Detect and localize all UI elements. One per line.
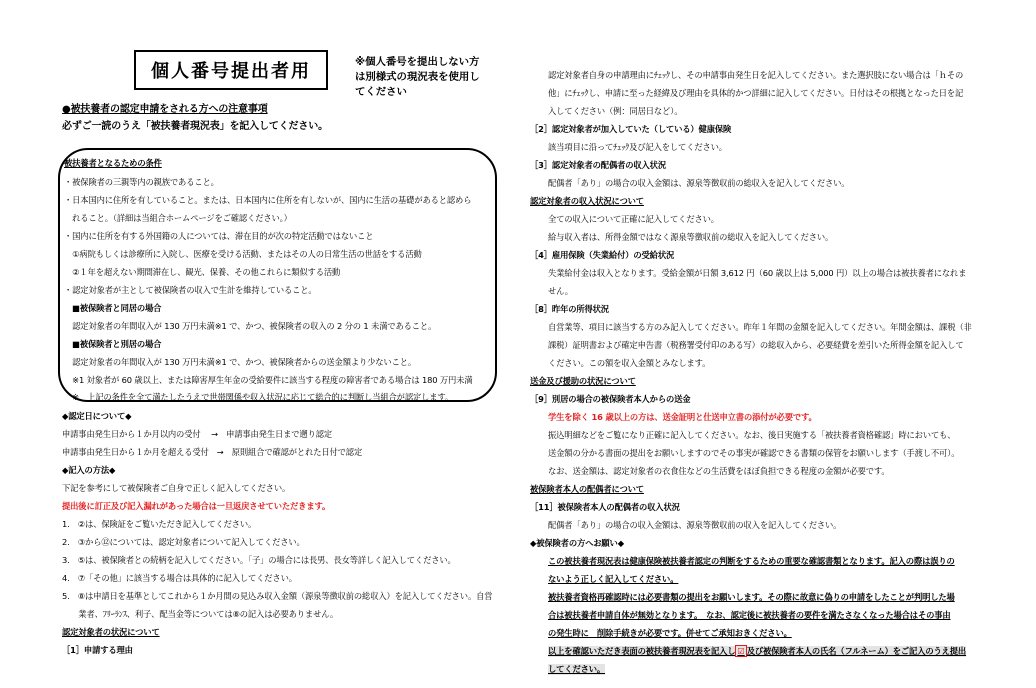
request-line: 被扶養者資格再確認時には必要書類の提出をお願いします。その際に故意に偽りの申請をしたことが判明した場: [548, 592, 955, 602]
request-line: この被扶養者現況表は健康保険被扶養者認定の判断をするための重要な確認書類となります。記入の際は誤りの: [548, 556, 955, 566]
final-text-a: 以上を確認いただき表面の被扶養者現況表を記入し: [548, 646, 736, 656]
item-8-line: ください。この額を収入金額とみなします。: [548, 358, 711, 368]
howto-item: 4. ⑦「その他」に該当する場合は具体的に記入してください。: [62, 573, 297, 583]
request-line: の発生時に 削除手続きが必要です。併せてご承知おきください。: [548, 628, 792, 638]
page-title: 個人番号提出者用: [134, 50, 328, 90]
item-4-line: せん。: [548, 286, 573, 296]
remit-heading: 送金及び援助の状況について: [530, 376, 636, 386]
howto-item: 業者、ﾌﾘｰﾗﾝｽ、利子、配当金等については⑧の記入は必要ありません。: [62, 609, 339, 619]
item-4-line: 失業給付金は収入となります。受給金額が日額 3,612 円（60 歳以上は 5,000 円）以上の場合は被扶養者になれま: [548, 268, 967, 278]
request-line: 合は被扶養者申請自体が無効となります。 なお、認定後に被扶養者の要件を満たさなくなった場合はその事由: [548, 610, 951, 620]
status-heading: 認定対象者の状況について: [62, 627, 160, 637]
top-note-line: てください: [355, 86, 407, 98]
checkbox-icon: ☑: [737, 646, 745, 656]
condition-line: ■被保険者と別居の場合: [64, 339, 162, 349]
top-note: [355, 55, 480, 100]
nintei-heading: ◆認定日について◆: [62, 411, 132, 421]
item-9-line: なお、送金額は、認定対象者の衣食住などの生活費をほぼ負担できる程度の金額が必要です。: [548, 466, 890, 476]
item-2-line: 該当項目に沿ってﾁｪｯｸ及び記入をしてください。: [548, 142, 727, 152]
condition-line: ・被保険者の三親等内の親族であること。: [64, 177, 219, 187]
request-line: ないよう正しく記入してください。: [548, 574, 679, 584]
request-heading: ◆被保険者の方へお願い◆: [530, 538, 624, 548]
item-8: ［8］昨年の所得状況: [530, 304, 609, 314]
condition-line: 認定対象者の年間収入が 130 万円未満※1 で、かつ、被保険者の収入の 2 分の 1 未満であること。: [64, 321, 437, 331]
item-9-line: 送金額の分かる書面の提出をお願いしますのでその事実が確認できる書類の保管をお願いします（手渡し不可）。: [548, 448, 960, 458]
reason-line: 入してください（例：同居日など）。: [548, 106, 683, 116]
item-1: ［1］申請する理由: [62, 645, 133, 655]
income-heading: 認定対象者の収入状況について: [530, 196, 644, 206]
howto-item: 3. ⑤は、被保険者との続柄を記入してください。「子」の場合には長男、長女等詳しく記入してください。: [62, 555, 456, 565]
condition-line: 認定対象者の年間収入が 130 万円未満※1 で、かつ、被保険者からの送金額より少ないこと。: [64, 357, 417, 367]
condition-line: ②１年を超えない期間滞在し、観光、保養、その他これらに類似する活動: [64, 267, 341, 277]
howto-item: 5. ⑧は申請日を基準としてこれから１か月間の見込み収入金額（源泉等徴収前の総収入）を記入してください。自営: [62, 591, 493, 601]
condition-line: ※ 上記の条件を全て満たしたうえで世帯関係や収入状況に応じて総合的に判断し当組合が認定します。: [64, 392, 454, 402]
income-line: 給与収入者は、所得金額ではなく源泉等徴収前の総収入を記入してください。: [548, 232, 834, 242]
condition-line: ■被保険者と同居の場合: [64, 303, 162, 313]
nintei-line: 申請事由発生日から１か月を超える受付 → 原則組合で確認がとれた日付で認定: [62, 447, 363, 457]
spouse-heading: 被保険者本人の配偶者について: [530, 484, 644, 494]
condition-line: ・認定対象者が主として被保険者の収入で生計を維持していること。: [64, 285, 317, 295]
item-3-line: 配偶者「あり」の場合の収入金額は、源泉等徴収前の総収入を記入してください。: [548, 178, 850, 188]
conditions-heading: 被扶養者となるための条件: [64, 158, 162, 168]
intro-heading: ●被扶養者の認定申請をされる方への注意事項: [62, 104, 268, 115]
final-instruction: [548, 646, 966, 657]
final-text-b: 及び被保険者本人の氏名（フルネーム）をご記入のうえ提出: [746, 646, 967, 656]
reason-line: 認定対象者自身の申請理由にﾁｪｯｸし、その申請事由発生日を記入してください。また選択肢にない場合は「ｈその: [548, 70, 964, 80]
item-8-line: 自営業等、項目に該当する方のみ記入してください。昨年１年間の金額を記入してください。年間金額は、課税（非: [548, 322, 972, 332]
final-instruction-end: してください。: [548, 664, 606, 674]
howto-item: 2. ③から⑫については、認定対象者について記入してください。: [62, 537, 305, 547]
item-11: ［11］被保険者本人の配偶者の収入状況: [530, 502, 680, 512]
reason-line: 他」にﾁｪｯｸし、申請に至った経緯及び理由を具体的かつ詳細に記入してください。日付はその根拠となった日を記: [548, 88, 964, 98]
item-9-line: 振込明細などをご覧になり正確に記入してください。なお、後日実施する「被扶養者資格確認」時においても、: [548, 430, 956, 440]
top-note-line: ※個人番号を提出しない方: [355, 56, 480, 68]
item-3: ［3］認定対象者の配偶者の収入状況: [530, 160, 666, 170]
condition-line: ①病院もしくは診療所に入院し、医療を受ける活動、またはその人の日常生活の世話をする活動: [64, 249, 422, 259]
item-2: ［2］認定対象者が加入していた（している）健康保険: [530, 124, 732, 134]
condition-line: ・国内に住所を有する外国籍の人については、滞在目的が次の特定活動ではないこと: [64, 231, 374, 241]
item-9-warning: 学生を除く 16 歳以上の方は、送金証明と仕送申立書の添付が必要です。: [548, 412, 817, 422]
howto-heading: ◆記入の方法◆: [62, 465, 116, 475]
item-8-line: 課税）証明書および確定申告書（税務署受付印のある写）の総収入から、必要経費を差引いた所得金額を記入して: [548, 340, 964, 350]
top-note-line: は別様式の現況表を使用し: [355, 71, 480, 83]
item-4: ［4］雇用保険（失業給付）の受給状況: [530, 250, 675, 260]
item-11-line: 配偶者「あり」の場合の収入金額は、源泉等徴収前の収入を記入してください。: [548, 520, 842, 530]
income-line: 全ての収入について正確に記入してください。: [548, 214, 719, 224]
howto-item: 1. ②は、保険証をご覧いただき記入してください。: [62, 519, 257, 529]
intro-sub: 必ずご一読のうえ「被扶養者現況表」を記入してください。: [62, 121, 328, 132]
condition-line: ・日本国内に住所を有していること。または、日本国内に住所を有しないが、国内に生活の基礎があると認めら: [64, 195, 472, 205]
item-9: ［9］別居の場合の被保険者本人からの送金: [530, 394, 691, 404]
condition-line: れること。（詳細は当組合ホームページをご確認ください。）: [64, 213, 292, 223]
howto-intro: 下記を参考にして被保険者ご自身で正しく記入してください。: [62, 483, 291, 493]
condition-line: ※1 対象者が 60 歳以上、または障害厚生年金の受給要件に該当する程度の障害者である場合は 180 万円未満: [64, 375, 473, 385]
nintei-line: 申請事由発生日から１か月以内の受付 → 申請事由発生日まで遡り認定: [62, 429, 332, 439]
howto-warning: 提出後に訂正及び記入漏れがあった場合は一旦返戻させていただきます。: [62, 501, 331, 511]
